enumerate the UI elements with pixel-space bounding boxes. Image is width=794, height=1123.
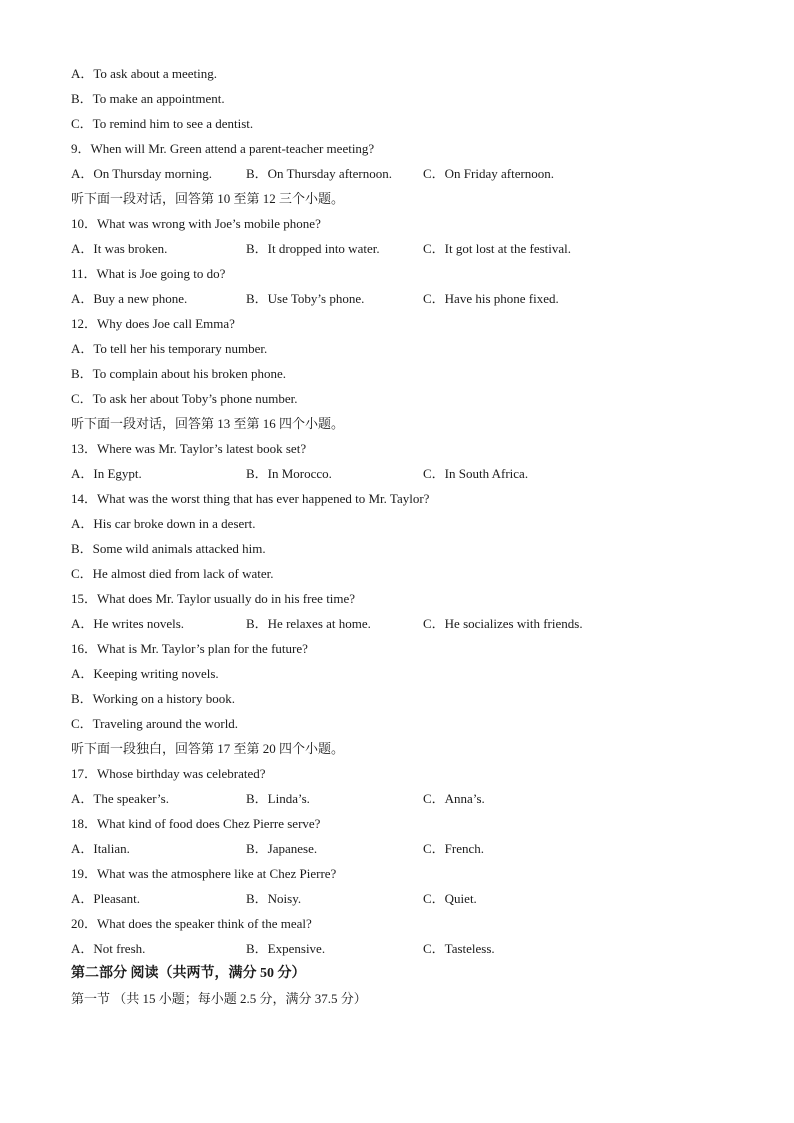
text-line: A．Keeping writing novels. [71,666,219,681]
text-line: 13．Where was Mr. Taylor’s latest book set? [71,441,307,456]
answer-option: B．Use Toby’s phone. [246,291,365,306]
answer-option: B．Noisy. [246,891,302,906]
answer-option: C．It got lost at the festival. [423,241,572,256]
answer-option: A．Not fresh. [71,941,146,956]
answer-option: A．Pleasant. [71,891,140,906]
text-line: C．Traveling around the world. [71,716,239,731]
option-row [0,161,794,186]
answer-option: A．He writes novels. [71,616,185,631]
answer-option: B．Linda’s. [246,791,310,806]
text-line: 14．What was the worst thing that has ever happened to Mr. Taylor? [71,491,430,506]
answer-option: B．Expensive. [246,941,326,956]
text-line: 15．What does Mr. Taylor usually do in his free time? [71,591,356,606]
text-line: 19．What was the atmosphere like at Chez Pierre? [71,866,337,881]
answer-option: A．The speaker’s. [71,791,169,806]
answer-option: B．In Morocco. [246,466,332,481]
text-line: 11．What is Joe going to do? [71,266,226,281]
text-line: 第一节 （共 15 小题；每小题 2.5 分，满分 37.5 分） [71,991,367,1006]
answer-option: C．Have his phone fixed. [423,291,559,306]
answer-option: A．On Thursday morning. [71,166,212,181]
text-line: 17．Whose birthday was celebrated? [71,766,266,781]
option-row [0,836,794,861]
option-row [0,611,794,636]
answer-option: B．He relaxes at home. [246,616,371,631]
option-row [0,236,794,261]
text-line: A．His car broke down in a desert. [71,516,256,531]
text-line: 听下面一段对话，回答第 13 至第 16 四个小题。 [71,416,345,431]
option-row [0,886,794,911]
answer-option: B．It dropped into water. [246,241,380,256]
text-line: C．To ask her about Toby’s phone number. [71,391,298,406]
text-line: 9．When will Mr. Green attend a parent-teacher meeting? [71,141,375,156]
text-line: 10．What was wrong with Joe’s mobile phone? [71,216,321,231]
text-line: 听下面一段对话，回答第 10 至第 12 三个小题。 [71,191,345,206]
option-row [0,286,794,311]
text-line: B．To complain about his broken phone. [71,366,287,381]
answer-option: A．It was broken. [71,241,168,256]
text-line: C．To remind him to see a dentist. [71,116,254,131]
text-line: B．To make an appointment. [71,91,225,106]
text-line: 20．What does the speaker think of the meal? [71,916,312,931]
text-line: 16．What is Mr. Taylor’s plan for the future? [71,641,308,656]
answer-option: C．Anna’s. [423,791,485,806]
answer-option: C．Tasteless. [423,941,495,956]
option-row [0,786,794,811]
text-line: A．To tell her his temporary number. [71,341,268,356]
answer-option: A．Italian. [71,841,130,856]
answer-option: C．French. [423,841,485,856]
answer-option: B．Japanese. [246,841,318,856]
text-line: B．Some wild animals attacked him. [71,541,266,556]
answer-option: C．On Friday afternoon. [423,166,555,181]
text-line: A．To ask about a meeting. [71,66,218,81]
answer-option: C．He socializes with friends. [423,616,583,631]
answer-option: C．Quiet. [423,891,477,906]
text-line: 12．Why does Joe call Emma? [71,316,235,331]
text-line: 18．What kind of food does Chez Pierre serve? [71,816,321,831]
text-line: 听下面一段独白，回答第 17 至第 20 四个小题。 [71,741,345,756]
option-row [0,936,794,961]
answer-option: B．On Thursday afternoon. [246,166,392,181]
answer-option: A．Buy a new phone. [71,291,188,306]
text-line: C．He almost died from lack of water. [71,566,274,581]
answer-option: A．In Egypt. [71,466,142,481]
option-row [0,461,794,486]
answer-option: C．In South Africa. [423,466,529,481]
text-line: B．Working on a history book. [71,691,235,706]
section-heading: 第二部分 阅读（共两节，满分 50 分） [71,966,306,981]
